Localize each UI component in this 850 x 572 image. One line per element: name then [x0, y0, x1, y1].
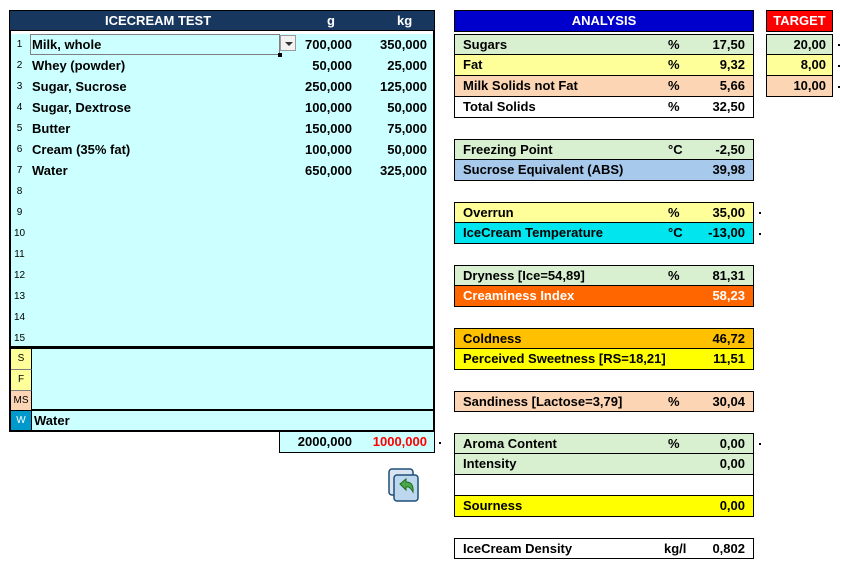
- water-row: [9, 411, 435, 432]
- row-number: 5: [16, 123, 23, 134]
- ingredient-kilograms: 25,000: [387, 58, 427, 73]
- row-number: 9: [16, 207, 23, 218]
- sugars-label: Sugars: [463, 37, 508, 52]
- table-row[interactable]: [9, 307, 435, 328]
- aroma-content-label: Aroma Content: [463, 436, 557, 451]
- row-number: 11: [14, 249, 25, 260]
- total-solids-label: Total Solids: [463, 99, 536, 114]
- freezing-point-value: -2,50: [715, 142, 745, 157]
- aroma-content-unit: %: [668, 436, 680, 451]
- ingredient-kilograms: 75,000: [387, 121, 427, 136]
- temperature-dot: [759, 233, 761, 235]
- icecream-density-row: [454, 538, 754, 559]
- intensity-row: [454, 454, 754, 475]
- ingredient-kilograms: 325,000: [380, 163, 427, 178]
- special-rows-block: [9, 348, 435, 411]
- special-row-f-tag: F: [11, 370, 32, 391]
- perceived-sweetness-label: Perceived Sweetness [RS=18,21]: [463, 351, 666, 366]
- ingredient-grams: 250,000: [305, 79, 352, 94]
- undo-arrow-icon: [388, 468, 419, 502]
- target-sugars-value: 20,00: [793, 37, 826, 52]
- overrun-dot: [759, 212, 761, 214]
- row-number: 14: [13, 312, 26, 323]
- table-row[interactable]: [9, 202, 435, 223]
- icecream-density-label: IceCream Density: [463, 541, 573, 556]
- table-row[interactable]: [9, 244, 435, 265]
- sugars-unit: %: [668, 37, 680, 52]
- target-fat-dot: [838, 65, 840, 67]
- table-title-header: [9, 10, 435, 31]
- row-number: 6: [16, 144, 23, 155]
- sourness-label: Sourness: [463, 498, 523, 513]
- freezing-point-row: [454, 139, 754, 160]
- ingredient-kilograms: 50,000: [387, 142, 427, 157]
- sucrose-equivalent-value: 39,98: [712, 162, 745, 177]
- target-msnf-dot: [838, 86, 840, 88]
- row-number: 2: [16, 60, 23, 71]
- ingredient-name: Water: [32, 163, 68, 178]
- sucrose-equivalent-row: [454, 160, 754, 181]
- special-row-ms-tag: MS: [11, 391, 32, 410]
- coldness-label: Coldness: [463, 331, 522, 346]
- ingredient-kilograms: 125,000: [380, 79, 427, 94]
- ingredient-name: Milk, whole: [32, 37, 102, 52]
- row-number: 4: [16, 102, 23, 113]
- dryness-label: Dryness [Ice=54,89]: [463, 268, 585, 283]
- ingredient-dropdown-button[interactable]: [280, 35, 296, 51]
- table-row[interactable]: [9, 139, 435, 160]
- target-sugars-cell[interactable]: [766, 34, 833, 55]
- ingredient-name: Cream (35% fat): [32, 142, 131, 157]
- blank-row: [454, 475, 754, 496]
- row-number: 7: [16, 165, 23, 176]
- target-sugars-dot: [838, 44, 840, 46]
- ingredient-name: Whey (powder): [32, 58, 126, 73]
- icecream-temperature-value: -13,00: [708, 225, 745, 240]
- dryness-value: 81,31: [712, 268, 745, 283]
- ingredient-name: Sugar, Dextrose: [32, 100, 131, 115]
- water-row-name: Water: [34, 413, 70, 428]
- intensity-label: Intensity: [463, 456, 517, 471]
- analysis-header: ANALYSIS: [454, 10, 754, 32]
- row-number: 8: [16, 186, 23, 197]
- overrun-row: [454, 202, 754, 223]
- fat-label: Fat: [463, 57, 483, 72]
- total-solids-row: [454, 97, 754, 118]
- perceived-sweetness-row: [454, 349, 754, 370]
- sandiness-unit: %: [668, 394, 680, 409]
- ingredient-kilograms: 50,000: [387, 100, 427, 115]
- column-header-g: g: [327, 13, 335, 28]
- dryness-unit: %: [668, 268, 680, 283]
- msnf-value: 5,66: [719, 78, 745, 93]
- total-solids-unit: %: [668, 99, 680, 114]
- sugars-row: [454, 34, 754, 55]
- row-number: 1: [16, 39, 23, 50]
- undo-button[interactable]: [388, 468, 419, 502]
- ingredient-grams: 650,000: [305, 163, 352, 178]
- ingredient-grams: 150,000: [305, 121, 352, 136]
- target-fat-cell[interactable]: [766, 55, 833, 76]
- table-row[interactable]: [9, 286, 435, 307]
- dryness-row: [454, 265, 754, 286]
- row-number: 3: [16, 81, 23, 92]
- icecream-density-unit: kg/l: [664, 541, 687, 556]
- sandiness-row: [454, 391, 754, 412]
- aroma-content-value: 0,00: [719, 436, 745, 451]
- row-number: 10: [13, 228, 26, 239]
- target-header: TARGET: [766, 10, 833, 32]
- table-row[interactable]: [9, 328, 435, 349]
- perceived-sweetness-value: 11,51: [713, 351, 745, 366]
- sourness-row: [454, 496, 754, 517]
- icecream-temperature-label: IceCream Temperature: [463, 225, 603, 240]
- ingredient-grams: 100,000: [305, 142, 352, 157]
- table-row[interactable]: [9, 55, 435, 76]
- overrun-label: Overrun: [463, 205, 514, 220]
- overrun-value: 35,00: [712, 205, 745, 220]
- fat-value: 9,32: [719, 57, 745, 72]
- table-row[interactable]: [9, 118, 435, 139]
- table-title: ICECREAM TEST: [105, 13, 212, 28]
- target-msnf-value: 10,00: [793, 78, 826, 93]
- ingredient-grams: 50,000: [312, 58, 352, 73]
- ingredient-name: Sugar, Sucrose: [32, 79, 127, 94]
- fat-unit: %: [668, 57, 680, 72]
- ingredient-grams: 100,000: [305, 100, 352, 115]
- target-msnf-cell[interactable]: [766, 76, 833, 97]
- target-fat-value: 8,00: [800, 57, 826, 72]
- creaminess-row: [454, 286, 754, 307]
- table-row[interactable]: [9, 223, 435, 244]
- creaminess-value: 58,23: [712, 288, 745, 303]
- row-number: 15: [13, 333, 26, 344]
- water-row-tag: W: [11, 411, 32, 430]
- fill-handle[interactable]: [278, 53, 282, 57]
- ingredient-name: Butter: [32, 121, 71, 136]
- sugars-value: 17,50: [712, 37, 745, 52]
- ingredient-grams: 700,000: [305, 37, 352, 52]
- msnf-label: Milk Solids not Fat: [463, 78, 578, 93]
- total-kg: 1000,000: [372, 434, 427, 449]
- msnf-unit: %: [668, 78, 680, 93]
- creaminess-label: Creaminess Index: [463, 288, 575, 303]
- special-row-s-tag: S: [11, 349, 32, 370]
- sandiness-value: 30,04: [712, 394, 745, 409]
- sourness-value: 0,00: [719, 498, 745, 513]
- table-row[interactable]: [9, 76, 435, 97]
- coldness-value: 46,72: [712, 331, 745, 346]
- total-dot: [439, 442, 441, 444]
- row-number: 13: [13, 291, 26, 302]
- row-number: 12: [13, 270, 26, 281]
- coldness-row: [454, 328, 754, 349]
- intensity-value: 0,00: [719, 456, 745, 471]
- fat-row: [454, 55, 754, 76]
- total-solids-value: 32,50: [712, 99, 745, 114]
- icecream-temperature-unit: °C: [668, 225, 683, 240]
- freezing-point-unit: °C: [668, 142, 683, 157]
- sucrose-equivalent-label: Sucrose Equivalent (ABS): [463, 162, 624, 177]
- icecream-temperature-row: [454, 223, 754, 244]
- chevron-down-icon: [285, 42, 293, 46]
- aroma-dot: [759, 443, 761, 445]
- table-row[interactable]: [9, 265, 435, 286]
- ingredient-kilograms: 350,000: [380, 37, 427, 52]
- overrun-unit: %: [668, 205, 680, 220]
- icecream-density-value: 0,802: [712, 541, 745, 556]
- aroma-content-row: [454, 433, 754, 454]
- column-header-kg: kg: [397, 13, 413, 28]
- freezing-point-label: Freezing Point: [463, 142, 553, 157]
- table-row[interactable]: [9, 181, 435, 202]
- table-row[interactable]: [9, 97, 435, 118]
- selected-cell[interactable]: [30, 34, 280, 55]
- table-row[interactable]: [9, 160, 435, 181]
- sandiness-label: Sandiness [Lactose=3,79]: [463, 394, 623, 409]
- total-g: 2000,000: [297, 434, 352, 449]
- totals-row: [279, 432, 435, 453]
- msnf-row: [454, 76, 754, 97]
